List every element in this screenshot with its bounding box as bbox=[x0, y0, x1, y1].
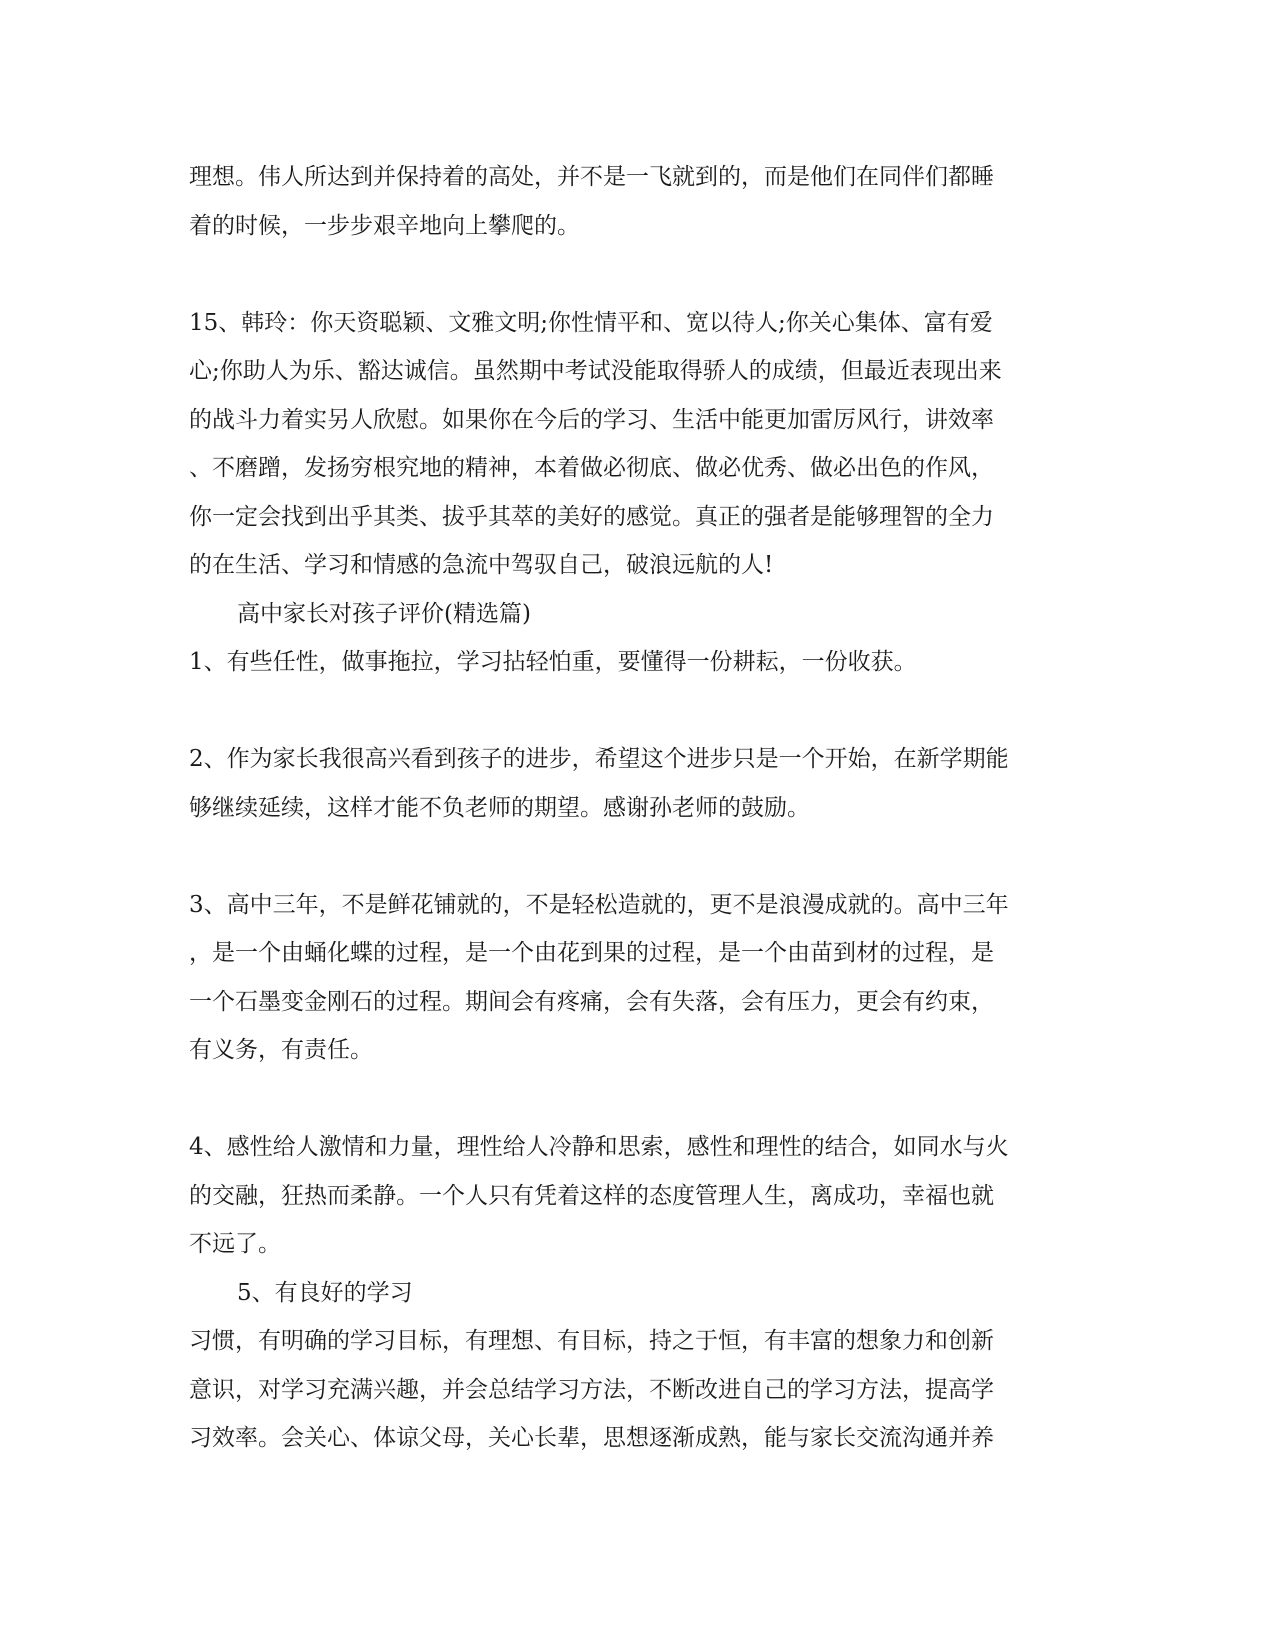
text-line: 一个石墨变金刚石的过程。期间会有疼痛，会有失落，会有压力，更会有约束， bbox=[189, 988, 994, 1015]
text-line: 够继续延续，这样才能不负老师的期望。感谢孙老师的鼓励。 bbox=[189, 794, 810, 821]
document-body bbox=[189, 153, 1079, 1463]
text-line: 的交融，狂热而柔静。一个人只有凭着这样的态度管理人生，离成功，幸福也就 bbox=[189, 1182, 994, 1209]
text-line: 习效率。会关心、体谅父母，关心长辈，思想逐渐成熟，能与家长交流沟通并养 bbox=[189, 1425, 994, 1451]
text-line: 着的时候，一步步艰辛地向上攀爬的。 bbox=[189, 212, 580, 239]
text-line: 你一定会找到出乎其类、拔乎其萃的美好的感觉。真正的强者是能够理智的全力 bbox=[189, 503, 994, 530]
paragraph-gap bbox=[189, 250, 1079, 299]
paragraph-gap bbox=[189, 687, 1079, 736]
text-line: 理想。伟人所达到并保持着的高处，并不是一飞就到的，而是他们在同伴们都睡 bbox=[189, 164, 994, 190]
text-line: 、不磨蹭，发扬穷根究地的精神，本着做必彻底、做必优秀、做必出色的作风， bbox=[189, 455, 994, 481]
text-line: 5、有良好的学习 bbox=[237, 1279, 413, 1306]
text-line: 的在生活、学习和情感的急流中驾驭自己，破浪远航的人! bbox=[189, 552, 774, 578]
section-heading: 高中家长对孩子评价(精选篇) bbox=[237, 600, 531, 627]
text-line: 的战斗力着实另人欣慰。如果你在今后的学习、生活中能更加雷厉风行，讲效率 bbox=[189, 406, 994, 433]
text-line: ，是一个由蛹化蝶的过程，是一个由花到果的过程，是一个由苗到材的过程，是 bbox=[189, 940, 994, 966]
text-line: 有义务，有责任。 bbox=[189, 1037, 373, 1063]
text-line: 不远了。 bbox=[189, 1231, 281, 1257]
paragraph-gap bbox=[189, 1075, 1079, 1124]
text-line: 心;你助人为乐、豁达诚信。虽然期中考试没能取得骄人的成绩，但最近表现出来 bbox=[189, 358, 1002, 384]
text-line: 3、高中三年，不是鲜花铺就的，不是轻松造就的，更不是浪漫成就的。高中三年 bbox=[189, 891, 1009, 918]
text-line: 15、韩玲：你天资聪颖、文雅文明;你性情平和、宽以待人;你关心集体、富有爱 bbox=[189, 309, 993, 336]
text-line: 2、作为家长我很高兴看到孩子的进步，希望这个进步只是一个开始，在新学期能 bbox=[189, 746, 1009, 772]
text-line: 1、有些任性，做事拖拉，学习拈轻怕重，要懂得一份耕耘，一份收获。 bbox=[189, 649, 917, 675]
text-line: 习惯，有明确的学习目标，有理想、有目标，持之于恒，有丰富的想象力和创新 bbox=[189, 1328, 994, 1354]
text-line: 4、感性给人激情和力量，理性给人冷静和思索，感性和理性的结合，如同水与火 bbox=[189, 1134, 1009, 1160]
text-line: 意识，对学习充满兴趣，并会总结学习方法，不断改进自己的学习方法，提高学 bbox=[189, 1376, 994, 1403]
paragraph-gap bbox=[189, 832, 1079, 881]
